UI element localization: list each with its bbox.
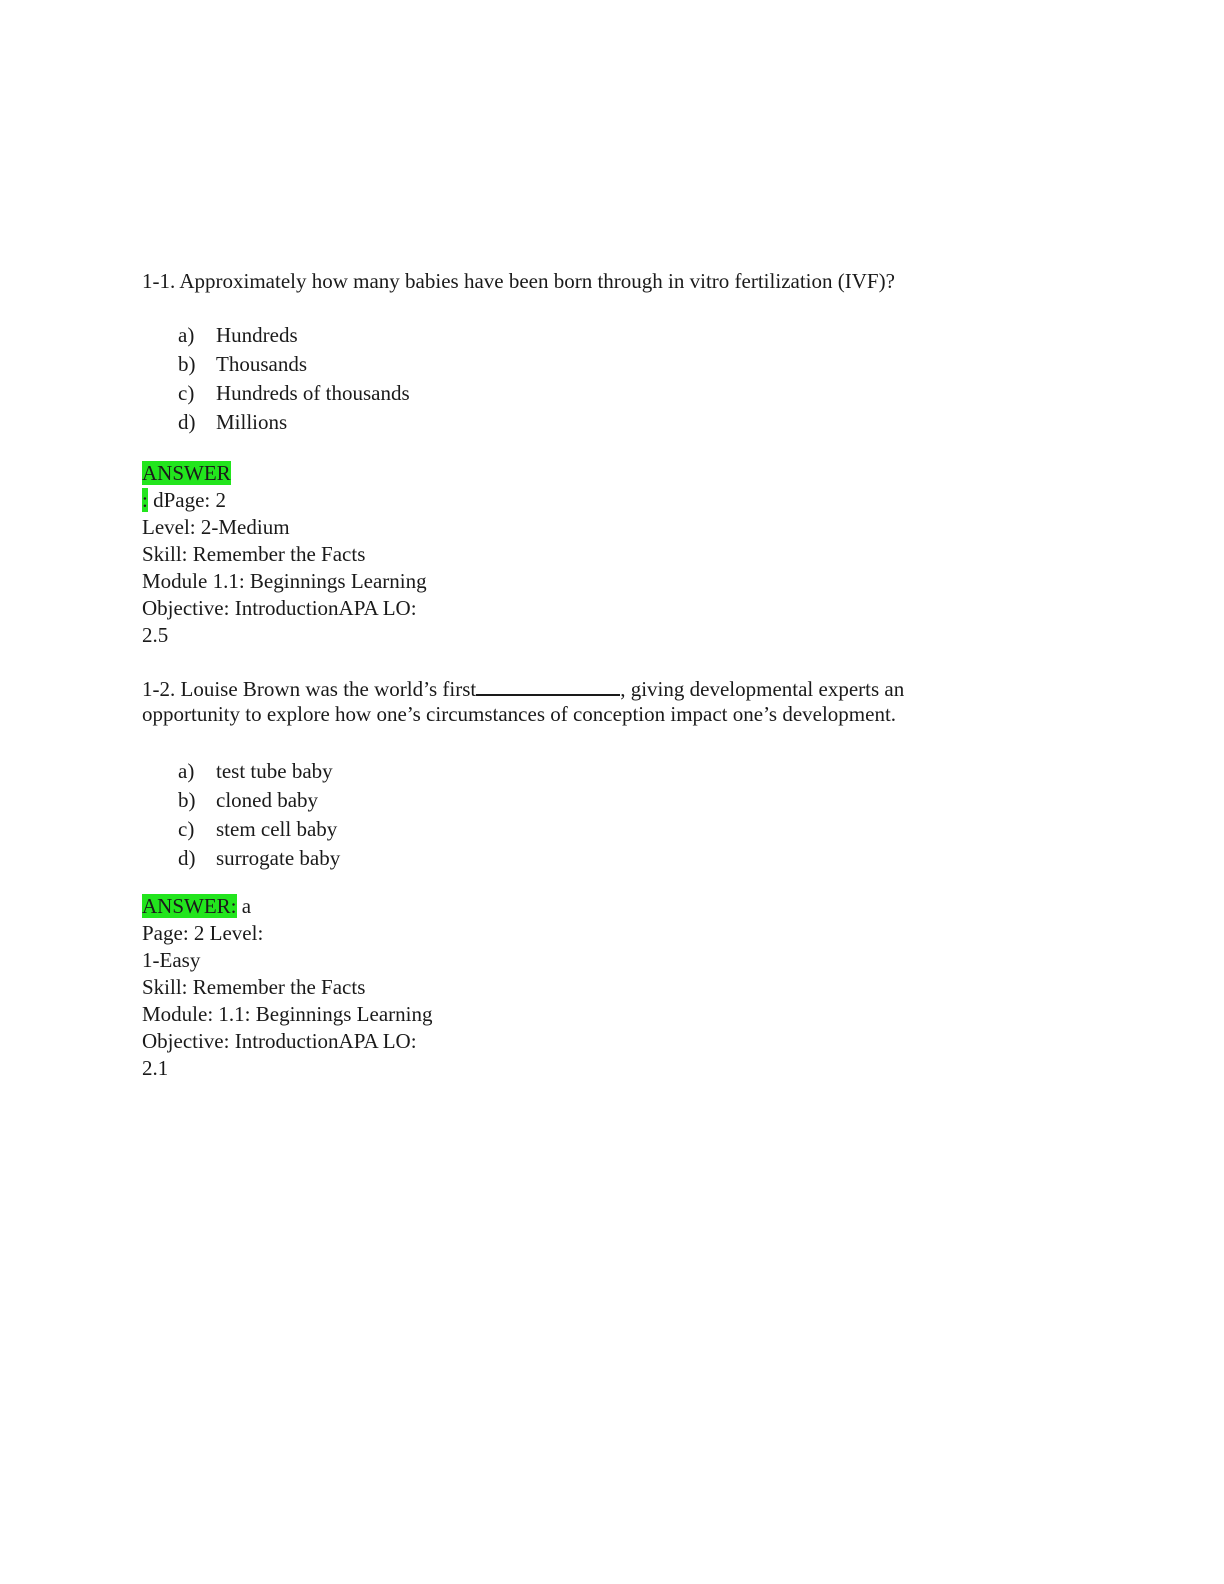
option-letter: a): [178, 759, 195, 783]
question-1-2-answer: [142, 893, 1022, 1082]
meta-line: Module: 1.1: Beginnings Learning: [142, 1002, 433, 1026]
option-letter: a): [178, 323, 195, 347]
answer-label: ANSWER: [142, 461, 231, 485]
option-c: [178, 379, 410, 408]
option-text: stem cell baby: [216, 817, 338, 841]
answer-label: ANSWER:: [142, 894, 237, 918]
question-1-2-options: [178, 757, 340, 873]
question-stem-line-2: opportunity to explore how one’s circumstances of conception impact one’s development.: [142, 702, 897, 726]
option-letter: b): [178, 352, 196, 376]
option-letter: d): [178, 410, 196, 434]
option-c: [178, 815, 340, 844]
option-a: [178, 321, 410, 350]
option-d: [178, 844, 340, 873]
meta-line: Skill: Remember the Facts: [142, 975, 366, 999]
option-letter: c): [178, 381, 195, 405]
question-1-1-options: [178, 321, 410, 437]
option-text: Hundreds of thousands: [216, 381, 410, 405]
option-text: surrogate baby: [216, 846, 341, 870]
question-stem-continued: , giving developmental experts an: [620, 677, 905, 701]
option-b: [178, 350, 410, 379]
answer-colon: :: [142, 488, 148, 512]
option-d: [178, 408, 410, 437]
meta-line: Objective: IntroductionAPA LO:: [142, 596, 417, 620]
option-b: [178, 786, 340, 815]
option-text: test tube baby: [216, 759, 333, 783]
question-stem: 1-1. Approximately how many babies have been born through in vitro fertilization (IVF)?: [142, 269, 895, 293]
option-a: [178, 757, 340, 786]
meta-line: Level: 2-Medium: [142, 515, 290, 539]
fill-in-blank: [476, 674, 620, 696]
option-text: cloned baby: [216, 788, 319, 812]
meta-line: 2.1: [142, 1056, 169, 1080]
option-letter: d): [178, 846, 196, 870]
answer-value: a: [236, 894, 252, 918]
question-1-2-stem: [142, 674, 1022, 728]
option-text: Millions: [216, 410, 288, 434]
answer-value: dPage: 2: [147, 488, 226, 512]
option-text: Hundreds: [216, 323, 298, 347]
meta-line: Skill: Remember the Facts: [142, 542, 366, 566]
meta-line: 1-Easy: [142, 948, 201, 972]
question-stem: 1-2. Louise Brown was the world’s first: [142, 677, 477, 701]
option-letter: b): [178, 788, 196, 812]
meta-line: Module 1.1: Beginnings Learning: [142, 569, 427, 593]
meta-line: 2.5: [142, 623, 169, 647]
option-letter: c): [178, 817, 195, 841]
meta-line: Page: 2 Level:: [142, 921, 264, 945]
option-text: Thousands: [216, 352, 307, 376]
meta-line: Objective: IntroductionAPA LO:: [142, 1029, 417, 1053]
question-1-1-answer: [142, 460, 1022, 649]
question-1-1-stem: [142, 268, 1022, 295]
